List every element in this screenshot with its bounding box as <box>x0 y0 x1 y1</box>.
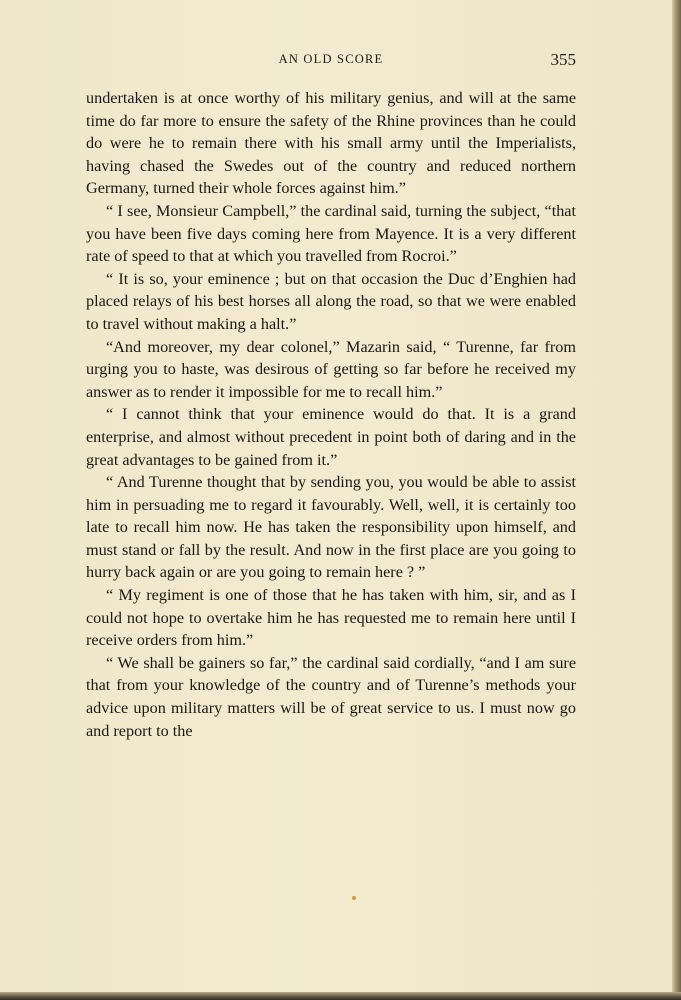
paragraph: “ It is so, your eminence ; but on that occasion the Duc d’Enghien had placed relays of his best horses all along the road, so that we were enabled to travel without making a halt.” <box>86 269 576 333</box>
paragraph: “ I cannot think that your eminence would do that. It is a grand enterprise, and almost without precedent in point both of daring and in the great advantages to be gained from it.” <box>86 405 576 469</box>
page-edge-bottom <box>0 992 681 1000</box>
paragraph: “And moreover, my dear colonel,” Mazarin said, “ Turenne, far from urging you to haste, was desirous of getting so far before he received my answer as to render it impossible for me to recall him.” <box>86 337 576 401</box>
paragraph: “ I see, Monsieur Campbell,” the cardinal said, turning the subject, “that you have been five days coming here from Mayence. It is a very different rate of speed to that at which you travelled from Rocroi.” <box>86 201 576 266</box>
body-text <box>86 87 576 742</box>
paragraph-continuation: undertaken is at once worthy of his military genius, and will at the same time do far more to ensure the safety of the Rhine provinces than he could do were he to remain there with his small army until the Imperialists, having chased the Swedes out of the country and reduced northern Germany, turned their whole forces against him.” <box>86 89 576 198</box>
running-title: AN OLD SCORE <box>278 52 384 66</box>
paragraph: “ My regiment is one of those that he has taken with him, sir, and as I could not hope to overtake him he has requested me to remain here until I receive orders from him.” <box>86 586 576 650</box>
ornament-dot <box>352 896 356 900</box>
page-number: 355 <box>550 50 576 69</box>
paragraph: “ We shall be gainers so far,” the cardinal said cordially, “and I am sure that from your knowledge of the country and of Turenne’s methods your advice upon military matters will be of great service to us. I must now go and report to the <box>86 653 576 740</box>
paragraph: “ And Turenne thought that by sending you, you would be able to assist him in persuading me to regard it favourably. Well, well, it is certainly too late to recall him now. He has taken the responsibility upon himself, and must stand or fall by the result. And now in the first place are you going to hurry back again or are you going to remain here ? ” <box>86 473 576 582</box>
page-edge-right <box>672 0 681 1000</box>
running-head <box>86 50 576 72</box>
